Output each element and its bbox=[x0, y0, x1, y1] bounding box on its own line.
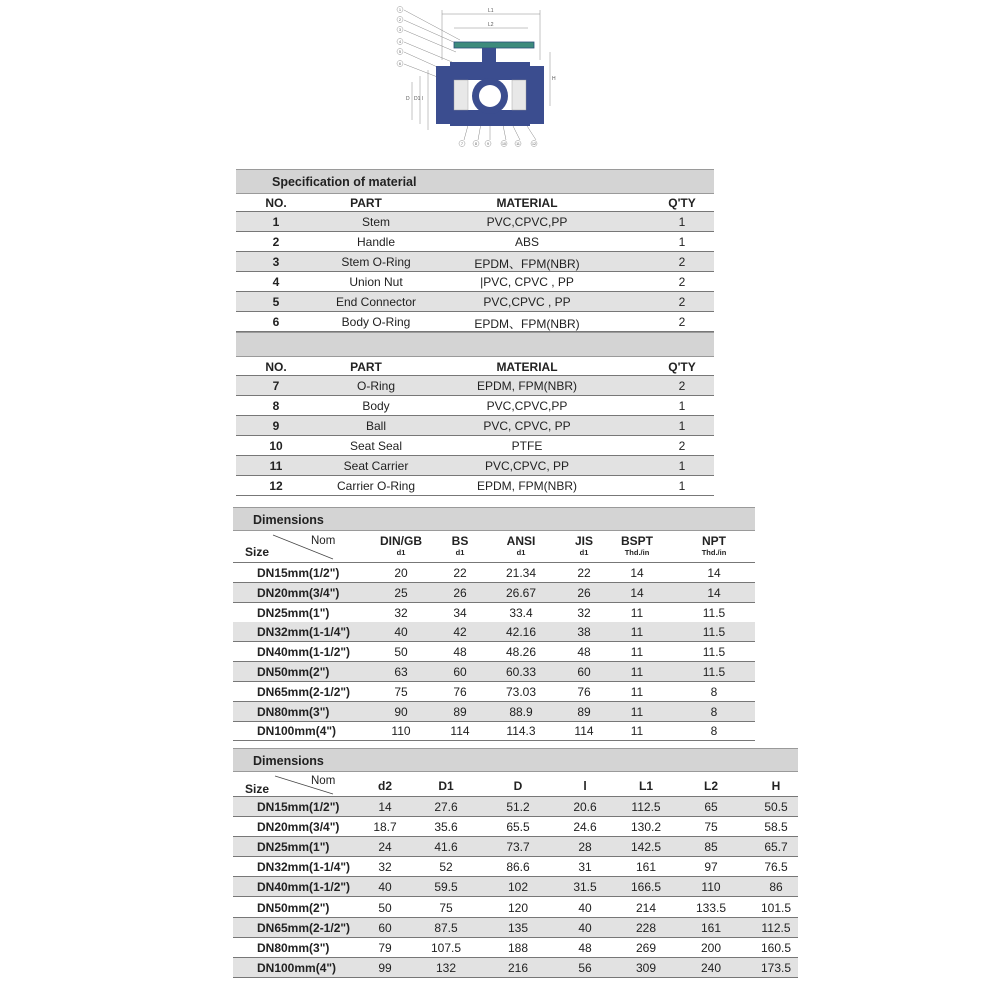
material-part: Seat Seal bbox=[349, 439, 403, 453]
dims1-col-header: BS bbox=[451, 534, 469, 548]
dims1-value: 20 bbox=[394, 566, 408, 580]
material-part: Seat Carrier bbox=[343, 459, 409, 473]
dims1-value: 76 bbox=[453, 684, 467, 699]
material-qty: 2 bbox=[678, 315, 686, 329]
callout-label: 4 bbox=[399, 40, 401, 44]
material-table bbox=[236, 169, 714, 495]
dims1-col-sub: d1 bbox=[396, 548, 406, 557]
material-no: 11 bbox=[269, 459, 283, 473]
dims2-value: 130.2 bbox=[630, 820, 662, 835]
dims2-row bbox=[233, 837, 798, 857]
dims2-value: 101.5 bbox=[760, 900, 792, 915]
material-header-row-b bbox=[236, 358, 714, 376]
material-row bbox=[236, 476, 714, 496]
dims1-col-header: DIN/GB bbox=[380, 534, 422, 548]
material-row bbox=[236, 272, 714, 292]
dims1-value: 90 bbox=[394, 704, 408, 719]
material-row bbox=[236, 292, 714, 312]
material-qty: 2 bbox=[678, 275, 686, 289]
dims2-row bbox=[233, 797, 798, 817]
dims1-title: Dimensions bbox=[253, 513, 324, 527]
dims1-value: 40 bbox=[394, 625, 408, 640]
dims1-value: 8 bbox=[710, 684, 718, 699]
dims2-col-header: l bbox=[583, 779, 587, 793]
dims1-row bbox=[233, 583, 755, 603]
dims2-value: 40 bbox=[578, 900, 592, 915]
dims2-value: 35.6 bbox=[434, 820, 458, 835]
material-qty: 1 bbox=[678, 479, 686, 493]
dims1-value: 89 bbox=[453, 704, 467, 719]
material-material: EPDM、FPM(NBR) bbox=[474, 317, 580, 331]
dims2-value: 240 bbox=[700, 960, 722, 975]
dims2-value: 18.7 bbox=[373, 820, 397, 835]
dims2-value: 86 bbox=[769, 880, 783, 895]
material-part: Ball bbox=[365, 419, 386, 433]
dims1-size: DN50mm(2") bbox=[257, 665, 330, 679]
material-row bbox=[236, 376, 714, 396]
callout-label: 9 bbox=[487, 142, 489, 146]
material-row bbox=[236, 212, 714, 232]
dims1-row bbox=[233, 682, 755, 702]
dims1-value: 11 bbox=[630, 704, 644, 719]
material-qty: 1 bbox=[678, 215, 686, 229]
valve-diagram bbox=[390, 0, 570, 150]
dims1-col-sub: d1 bbox=[579, 548, 589, 557]
dims2-value: 27.6 bbox=[434, 800, 458, 814]
header-material: MATERIAL bbox=[496, 360, 558, 374]
dims2-size: DN20mm(3/4") bbox=[257, 820, 340, 835]
dims1-col-sub: Thd./in bbox=[701, 548, 727, 557]
dims2-value: 87.5 bbox=[434, 920, 458, 935]
dims2-value: 269 bbox=[635, 940, 657, 955]
dims2-size: DN32mm(1-1/4") bbox=[257, 860, 351, 875]
dims2-value: 28 bbox=[578, 840, 592, 855]
material-no: 5 bbox=[272, 295, 280, 309]
dims1-value: 48 bbox=[453, 645, 467, 660]
dims2-value: 79 bbox=[378, 940, 392, 955]
dims1-size: DN100mm(4") bbox=[257, 724, 337, 739]
dims2-size: DN15mm(1/2") bbox=[257, 800, 340, 814]
nom-label: Nom bbox=[311, 775, 336, 787]
dims1-value: 88.9 bbox=[509, 704, 533, 719]
dims1-size: DN20mm(3/4") bbox=[257, 585, 340, 600]
callout-label: 12 bbox=[532, 142, 536, 146]
dims1-value: 75 bbox=[394, 684, 408, 699]
material-material: PTFE bbox=[511, 439, 543, 453]
dims1-header-row bbox=[233, 531, 755, 563]
dim-d1-label: D1 bbox=[414, 96, 421, 102]
dims2-col-header: D1 bbox=[438, 779, 454, 793]
dims2-value: 216 bbox=[507, 960, 529, 975]
dims1-value: 60 bbox=[577, 665, 591, 679]
dims1-value: 11.5 bbox=[702, 665, 726, 679]
nom-label: Nom bbox=[311, 535, 336, 547]
material-row bbox=[236, 396, 714, 416]
dims2-value: 112.5 bbox=[761, 920, 791, 935]
material-no: 2 bbox=[272, 235, 280, 249]
dims2-col-header: d2 bbox=[377, 779, 392, 793]
dims2-value: 60 bbox=[378, 920, 392, 935]
dims2-col-header: L2 bbox=[703, 779, 718, 793]
header-part: PART bbox=[350, 360, 382, 374]
material-qty: 2 bbox=[678, 255, 686, 269]
dims1-value: 114 bbox=[450, 724, 470, 739]
dims2-value: 31 bbox=[578, 860, 592, 875]
dimensions-table-1 bbox=[233, 507, 755, 737]
dims2-value: 48 bbox=[578, 940, 592, 955]
dims1-row bbox=[233, 642, 755, 662]
dims1-value: 8 bbox=[710, 724, 718, 739]
dims1-col-header: NPT bbox=[702, 534, 726, 548]
dims1-value: 33.4 bbox=[509, 605, 533, 620]
header-qty: Q'TY bbox=[668, 196, 696, 210]
callout-label: 7 bbox=[461, 142, 463, 146]
dims1-col-sub: d1 bbox=[455, 548, 465, 557]
dims1-value: 48 bbox=[577, 645, 591, 660]
dims1-row bbox=[233, 702, 755, 722]
dims1-value: 42 bbox=[453, 625, 467, 640]
dims1-size: DN80mm(3") bbox=[257, 704, 330, 719]
size-label: Size bbox=[245, 782, 270, 796]
callout-label: 8 bbox=[475, 142, 477, 146]
dims2-value: 14 bbox=[378, 800, 392, 814]
dims1-value: 11 bbox=[630, 605, 644, 620]
material-material: PVC,CPVC, PP bbox=[484, 459, 570, 473]
material-no: 4 bbox=[272, 275, 280, 289]
dims2-value: 65.5 bbox=[506, 820, 530, 835]
dims2-value: 309 bbox=[635, 960, 657, 975]
callout-label: 3 bbox=[399, 28, 401, 32]
dims1-title-bar bbox=[233, 507, 755, 531]
material-material: PVC,CPVC , PP bbox=[483, 295, 571, 309]
callout-label: 2 bbox=[399, 18, 401, 22]
dims1-size: DN65mm(2-1/2") bbox=[257, 684, 351, 699]
header-part: PART bbox=[350, 196, 382, 210]
dims2-value: 52 bbox=[439, 860, 453, 875]
dims2-value: 50.5 bbox=[764, 800, 788, 814]
dims2-value: 50 bbox=[378, 900, 392, 915]
material-row bbox=[236, 312, 714, 332]
dims2-value: 214 bbox=[635, 900, 657, 915]
dims2-value: 58.5 bbox=[764, 820, 788, 835]
dims2-value: 59.5 bbox=[434, 880, 458, 895]
dims2-value: 112.5 bbox=[631, 800, 661, 814]
dims2-value: 110 bbox=[701, 880, 721, 895]
dims1-value: 63 bbox=[394, 665, 408, 679]
dims1-value: 11 bbox=[630, 665, 644, 679]
dims1-row bbox=[233, 603, 755, 623]
dims2-col-header: D bbox=[513, 779, 523, 793]
dims2-value: 135 bbox=[507, 920, 529, 935]
dims1-value: 60 bbox=[453, 665, 467, 679]
material-row bbox=[236, 456, 714, 476]
dim-d-label: D bbox=[406, 96, 410, 102]
material-part: Body bbox=[362, 399, 390, 413]
dims2-value: 20.6 bbox=[573, 800, 597, 814]
material-part: Body O-Ring bbox=[341, 315, 411, 329]
dims2-value: 24 bbox=[378, 840, 392, 855]
dims2-size: DN80mm(3") bbox=[257, 940, 330, 955]
dims2-value: 142.5 bbox=[630, 840, 662, 855]
dims1-value: 42.16 bbox=[505, 625, 537, 640]
header-no: NO. bbox=[265, 360, 287, 374]
dims1-value: 11.5 bbox=[702, 605, 726, 620]
material-part: Union Nut bbox=[349, 275, 403, 289]
dims2-value: 76.5 bbox=[764, 860, 788, 875]
dims1-value: 114.3 bbox=[506, 724, 536, 739]
dims1-value: 22 bbox=[577, 566, 591, 580]
dims2-value: 188 bbox=[507, 940, 529, 955]
dims2-value: 173.5 bbox=[760, 960, 792, 975]
material-qty: 2 bbox=[678, 295, 686, 309]
dims1-value: 11.5 bbox=[702, 645, 726, 660]
material-title: Specification of material bbox=[272, 175, 417, 189]
dims1-value: 38 bbox=[577, 625, 591, 640]
material-material: EPDM, FPM(NBR) bbox=[477, 479, 577, 493]
dims1-value: 48.26 bbox=[505, 645, 537, 660]
dims1-col-sub: Thd./in bbox=[624, 548, 650, 557]
dims1-value: 114 bbox=[574, 724, 594, 739]
material-no: 8 bbox=[272, 399, 280, 413]
dims2-value: 132 bbox=[435, 960, 457, 975]
dims1-row bbox=[233, 622, 755, 642]
dims2-size: DN100mm(4") bbox=[257, 960, 337, 975]
dims1-value: 60.33 bbox=[505, 665, 537, 679]
dims1-row bbox=[233, 662, 755, 682]
dims2-value: 75 bbox=[439, 900, 453, 915]
dims1-value: 21.34 bbox=[505, 566, 537, 580]
callout-label: 1 bbox=[399, 8, 401, 12]
dims2-size: DN50mm(2") bbox=[257, 900, 330, 915]
dims1-size: DN32mm(1-1/4") bbox=[257, 625, 351, 640]
material-material: PVC,CPVC,PP bbox=[486, 215, 568, 229]
dims2-row bbox=[233, 958, 798, 978]
dims2-value: 86.6 bbox=[506, 860, 530, 875]
material-row bbox=[236, 232, 714, 252]
material-material: PVC, CPVC, PP bbox=[483, 419, 571, 433]
dims1-value: 14 bbox=[630, 585, 644, 600]
material-row bbox=[236, 416, 714, 436]
dim-l2-label: L2 bbox=[488, 22, 494, 28]
header-no: NO. bbox=[265, 196, 287, 210]
dims2-size: DN40mm(1-1/2") bbox=[257, 880, 351, 895]
dim-h-label: H bbox=[552, 76, 556, 82]
dims1-value: 11.5 bbox=[702, 625, 726, 640]
dims2-value: 24.6 bbox=[573, 820, 597, 835]
dims1-value: 76 bbox=[577, 684, 591, 699]
dims1-value: 26 bbox=[577, 585, 591, 600]
dims2-title-bar bbox=[233, 748, 798, 772]
material-qty: 2 bbox=[678, 439, 686, 453]
callout-label: 11 bbox=[516, 142, 520, 146]
dims1-size: DN15mm(1/2") bbox=[257, 566, 340, 580]
dims2-value: 51.2 bbox=[506, 800, 530, 814]
dims2-value: 161 bbox=[635, 860, 657, 875]
dims1-value: 11 bbox=[630, 724, 644, 739]
dims2-value: 133.5 bbox=[695, 900, 727, 915]
dims2-row bbox=[233, 857, 798, 877]
dims1-row bbox=[233, 721, 755, 741]
dims2-value: 99 bbox=[378, 960, 392, 975]
dims2-value: 65 bbox=[704, 800, 718, 814]
dims1-size: DN40mm(1-1/2") bbox=[257, 645, 351, 660]
callout-label: 6 bbox=[399, 62, 401, 66]
dims2-value: 40 bbox=[578, 920, 592, 935]
dims2-value: 228 bbox=[635, 920, 657, 935]
material-qty: 2 bbox=[678, 379, 686, 393]
dims2-value: 85 bbox=[704, 840, 718, 855]
dims2-value: 32 bbox=[378, 860, 392, 875]
dims2-value: 102 bbox=[507, 880, 529, 895]
material-material: |PVC, CPVC , PP bbox=[480, 275, 574, 289]
dims1-col-sub: d1 bbox=[516, 548, 526, 557]
material-qty: 1 bbox=[678, 235, 686, 249]
dims2-row bbox=[233, 817, 798, 837]
dims1-value: 11 bbox=[630, 684, 644, 699]
dims1-col-header: JIS bbox=[574, 534, 593, 548]
size-label: Size bbox=[245, 545, 270, 559]
material-part: Stem bbox=[361, 215, 390, 229]
material-qty: 1 bbox=[678, 399, 686, 413]
material-no: 3 bbox=[272, 255, 280, 269]
material-part: Stem O-Ring bbox=[341, 255, 411, 269]
dims2-header-row bbox=[233, 772, 798, 797]
material-no: 9 bbox=[272, 419, 280, 433]
dims1-value: 89 bbox=[577, 704, 591, 719]
material-part: Handle bbox=[356, 235, 396, 249]
dims2-size: DN65mm(2-1/2") bbox=[257, 920, 351, 935]
material-header-row-a bbox=[236, 194, 714, 212]
material-material: ABS bbox=[514, 235, 539, 249]
dimensions-table-2 bbox=[233, 748, 798, 978]
material-qty: 1 bbox=[678, 419, 686, 433]
dims2-col-header: L1 bbox=[638, 779, 653, 793]
material-part: O-Ring bbox=[356, 379, 395, 393]
header-material: MATERIAL bbox=[496, 196, 558, 210]
dims2-value: 75 bbox=[704, 820, 718, 835]
dims2-value: 160.5 bbox=[760, 940, 792, 955]
dims2-value: 161 bbox=[700, 920, 722, 935]
material-no: 12 bbox=[269, 479, 283, 493]
dims2-value: 31.5 bbox=[573, 880, 597, 895]
dims2-value: 200 bbox=[700, 940, 722, 955]
dims2-value: 73.7 bbox=[506, 840, 530, 855]
dims2-value: 41.6 bbox=[434, 840, 458, 855]
material-no: 10 bbox=[269, 439, 283, 453]
material-material: EPDM, FPM(NBR) bbox=[477, 379, 577, 393]
dim-l1-label: L1 bbox=[488, 8, 494, 14]
dims1-value: 14 bbox=[630, 566, 644, 580]
dims2-value: 120 bbox=[507, 900, 529, 915]
material-qty: 1 bbox=[678, 459, 686, 473]
dims2-value: 56 bbox=[578, 960, 592, 975]
dims2-title: Dimensions bbox=[253, 754, 324, 768]
dims1-value: 32 bbox=[577, 605, 591, 620]
dims1-value: 8 bbox=[710, 704, 718, 719]
dims1-value: 32 bbox=[394, 605, 408, 620]
dim-l-label: l bbox=[422, 96, 424, 102]
material-divider-bar bbox=[236, 332, 714, 357]
callout-label: 10 bbox=[502, 142, 506, 146]
dims2-row bbox=[233, 877, 798, 897]
dims2-value: 97 bbox=[704, 860, 718, 875]
dims1-value: 110 bbox=[391, 724, 411, 739]
dims2-value: 65.7 bbox=[764, 840, 788, 855]
dims1-value: 50 bbox=[394, 645, 408, 660]
material-title-bar bbox=[236, 169, 714, 194]
dims1-value: 11 bbox=[630, 625, 644, 640]
material-material: EPDM、FPM(NBR) bbox=[474, 257, 580, 271]
dims1-col-header: BSPT bbox=[620, 534, 653, 548]
header-qty: Q'TY bbox=[668, 360, 696, 374]
dims1-value: 22 bbox=[453, 566, 467, 580]
dims1-size: DN25mm(1") bbox=[257, 605, 330, 620]
dims1-value: 14 bbox=[707, 585, 721, 600]
material-no: 6 bbox=[272, 315, 280, 329]
dims2-row bbox=[233, 898, 798, 918]
dims1-value: 11 bbox=[630, 645, 644, 660]
dims2-row bbox=[233, 918, 798, 938]
material-row bbox=[236, 436, 714, 456]
dims1-value: 73.03 bbox=[505, 684, 537, 699]
material-no: 1 bbox=[272, 215, 280, 229]
dims1-row bbox=[233, 563, 755, 583]
dims2-value: 40 bbox=[378, 880, 392, 895]
dims2-value: 166.5 bbox=[630, 880, 662, 895]
material-part: Carrier O-Ring bbox=[336, 479, 415, 493]
dims1-value: 14 bbox=[707, 566, 721, 580]
callout-label: 5 bbox=[399, 50, 401, 54]
dims1-value: 34 bbox=[453, 605, 467, 620]
dims2-size: DN25mm(1") bbox=[257, 840, 330, 855]
dims2-col-header: H bbox=[771, 779, 781, 793]
material-part: End Connector bbox=[335, 295, 417, 309]
material-material: PVC,CPVC,PP bbox=[486, 399, 568, 413]
material-row bbox=[236, 252, 714, 272]
material-no: 7 bbox=[272, 379, 280, 393]
dims2-row bbox=[233, 938, 798, 958]
dims2-value: 107.5 bbox=[430, 940, 462, 955]
dims1-value: 25 bbox=[394, 585, 408, 600]
dims1-value: 26.67 bbox=[505, 585, 537, 600]
dims1-col-header: ANSI bbox=[506, 534, 536, 548]
dims1-value: 26 bbox=[453, 585, 467, 600]
